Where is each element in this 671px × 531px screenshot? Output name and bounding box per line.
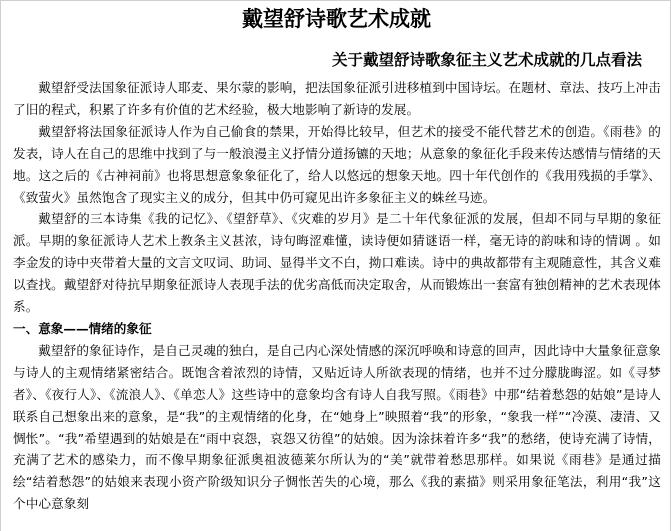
document-subtitle: 关于戴望舒诗歌象征主义艺术成就的几点看法 [331, 50, 642, 69]
document-body [13, 77, 661, 515]
document-title: 戴望舒诗歌艺术成就 [242, 6, 431, 31]
body-paragraph: 戴望舒将法国象征派诗人作为自己偷食的禁果，开始得比较早，但艺术的接受不能代替艺术的创造。《雨巷》的发表，诗人在自己的思维中找到了与一般浪漫主义抒情分道扬镳的天地；从意象的象征化手段来传达感情与情绪的天地。这之后的《古神祠前》也将思想意象象征化了，给人以悠远的想象天地。四十年代创作的《我用残损的手掌》、《致萤火》虽然饱含了现实主义的成分，但其中仍可窥见出许多象征主义的蛛丝马迹。 [13, 123, 661, 205]
section-paragraph: 戴望舒的象征诗作，是自己灵魂的独白，是自己内心深处情感的深沉呼唤和诗意的回声，因此诗中大量象征意象与诗人的主观情绪紧密结合。既饱含着浓烈的诗情，又贴近诗人所欲表现的情绪，也并不过分朦胧晦涩。如《寻梦者》、《夜行人》、《流浪人》、《单恋人》这些诗中的意象均含有诗人自我写照。《雨巷》中那“结着愁怨的姑娘”是诗人联系自己想象出来的意象，是“我”的主观情绪的化身，在“她身上”映照着“我”的形象，“象我一样”“冷漠、凄清、又惆怅”。“我”希望遇到的姑娘是在“雨中哀怨，哀怨又彷徨”的姑娘。因为涂抹着许多“我”的愁绪，使诗充满了诗情，充满了艺术的感染力，而不像早期象征派奥祖波德莱尔所认为的“美”就带着愁思那样。如果说《雨巷》是通过描绘“结着愁怨”的姑娘来表现小资产阶级知识分子惆怅苦失的心境，那么《我的素描》则采用象征笔法，利用“我”这个中心意象刻 [13, 342, 661, 512]
body-paragraph: 戴望舒的三本诗集《我的记忆》、《望舒草》、《灾难的岁月》是二十年代象征派的发展，但却不同与早期的象征派。早期的象征派诗人艺术上教条主义甚浓，诗句晦涩难懂，读诗便如猜谜语一样，毫无诗的韵味和诗的情调 。如李金发的诗中夹带着大量的文言文叹词、助词、显得半文不白，拗口难读。诗中的典故都带有主观随意性，其含义难以查找。戴望舒对待抗早期象征派诗人表现手法的优劣高低而决定取舍，从而锻炼出一套富有独创精神的艺术表现体系。 [13, 211, 661, 315]
body-paragraph: 戴望舒受法国象征派诗人耶麦、果尔蒙的影响，把法国象征派引进移植到中国诗坛。在题材、章法、技巧上冲击了旧的程式，积累了许多有价值的艺术经验，极大地影响了新诗的发展。 [13, 80, 661, 117]
section-heading: 一、意象——情绪的象征 [13, 320, 152, 336]
